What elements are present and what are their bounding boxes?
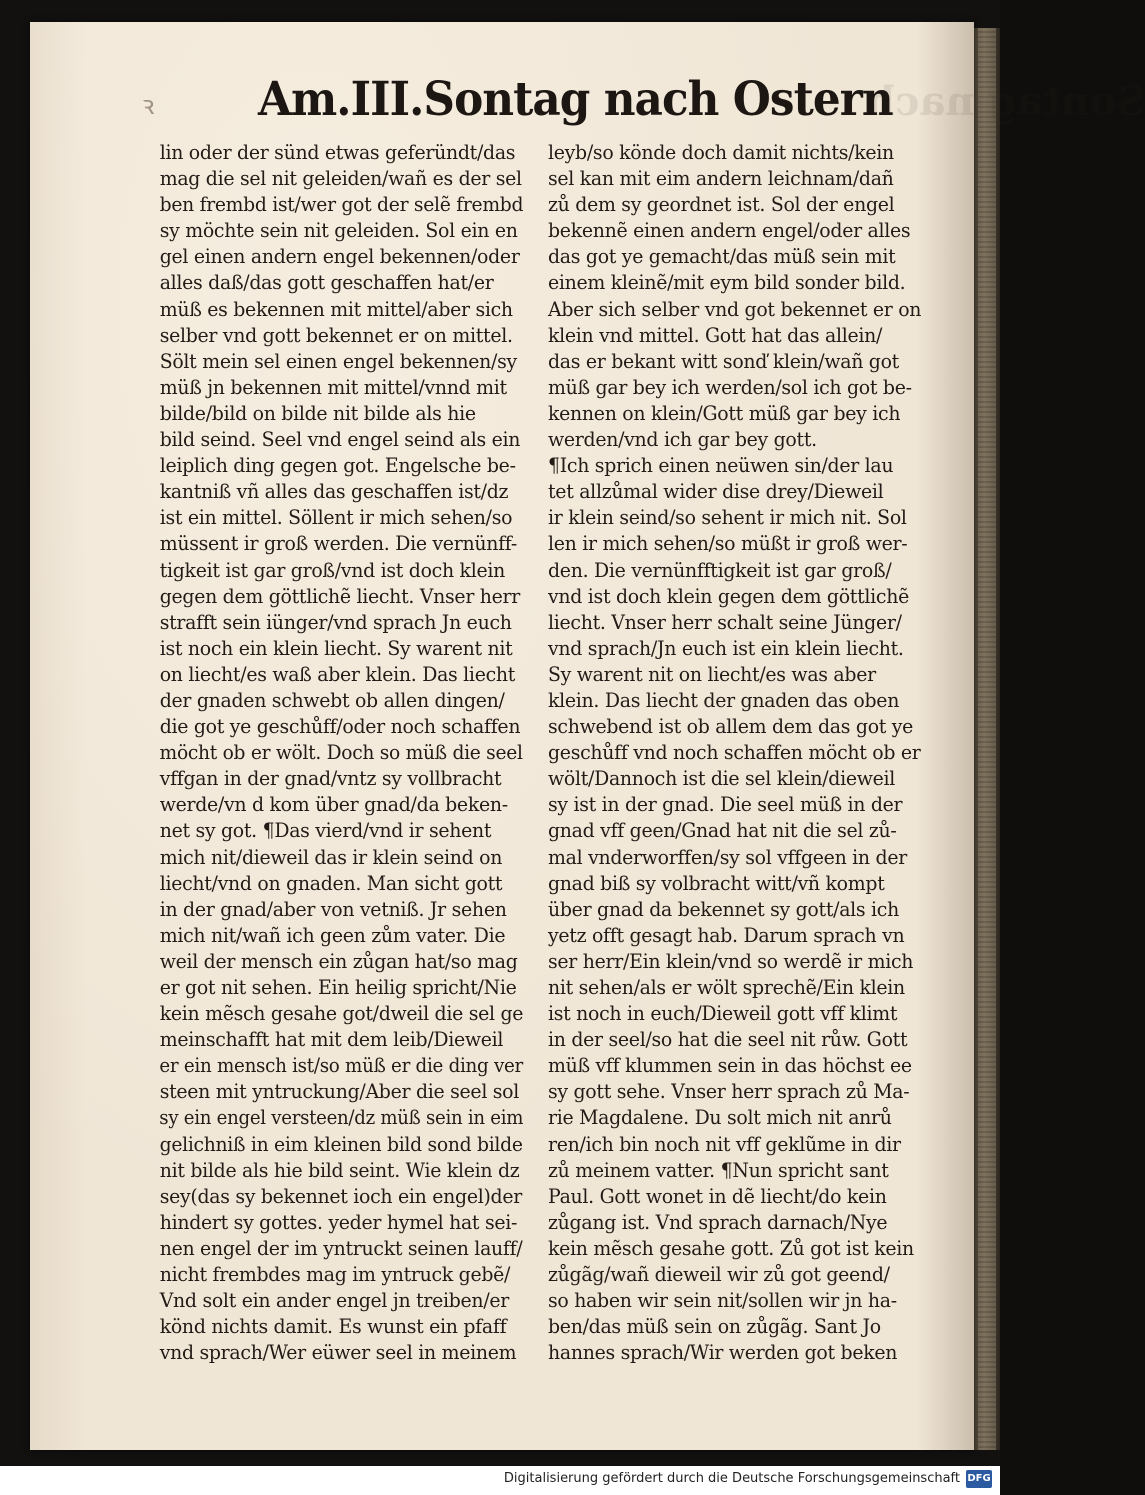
text-line: sy gott sehe. Vnser herr sprach zů Ma- (548, 1080, 910, 1104)
text-line: len ir mich sehen/so müßt ir groß wer- (548, 532, 908, 556)
text-line: steen mit yntruckung/Aber die seel sol (159, 1080, 520, 1104)
text-line: gegen dem göttlichẽ liecht. Vnser herr (159, 584, 521, 608)
text-line: das got ye gemacht/das müß sein mit (548, 245, 896, 269)
text-line: ist noch in euch/Dieweil gott vff klimt (548, 1002, 898, 1026)
text-line: selber vnd gott bekennet er on mittel. (159, 323, 513, 347)
text-line: geschůff vnd noch schaffen möcht ob er (548, 741, 921, 765)
text-line: mich nit/dieweil das ir klein seind on (159, 845, 503, 869)
text-line: nit sehen/als er wölt sprechẽ/Ein klein (548, 976, 905, 999)
text-line: er ein mensch ist/so müß er die ding ver (159, 1054, 524, 1078)
text-line: gelichniß in eim kleinen bild sond bilde (159, 1132, 523, 1156)
page-edge (978, 28, 996, 1450)
text-line: der gnaden schwebt ob allen dingen/ (159, 688, 505, 712)
text-line: ¶Ich sprich einen neüwen sin/der lau (548, 454, 894, 478)
text-line: müß vff klummen sein in das höchst ee (548, 1054, 912, 1078)
text-line: Sy warent nit on liecht/es was aber (548, 662, 876, 686)
text-line: werde/vn d kom über gnad/da beken- (159, 793, 508, 817)
text-line: ist noch ein klein liecht. Sy warent nit (159, 636, 513, 660)
text-line: könd nichts damit. Es wunst ein pfaff (159, 1315, 507, 1339)
text-line: vnd sprach/Wer eüwer seel in meinem (159, 1341, 517, 1365)
text-line: er got nit sehen. Ein heilig spricht/Nie (159, 976, 517, 999)
text-line: schwebend ist ob allem dem das got ye (548, 715, 914, 739)
text-line: tet allzůmal wider dise drey/Dieweil (548, 480, 884, 504)
right-text-column (548, 140, 933, 1366)
text-line: möcht ob er wölt. Doch so müß die seel (159, 741, 523, 765)
text-line: liecht/vnd on gnaden. Man sicht gott (159, 871, 503, 895)
text-line: mich nit/wañ ich geen zům vater. Die (159, 923, 506, 947)
bleed-through: Sontag nach (866, 78, 1145, 125)
text-line: sey(das sy bekennet ioch ein engel)der (159, 1184, 522, 1208)
text-line: müß es bekennen mit mittel/aber sich (159, 297, 513, 321)
text-line: weil der mensch ein zůgan hat/so mag (159, 949, 518, 973)
text-line: kein mẽsch gesahe got/dweil die sel ge (159, 1002, 524, 1026)
text-line: sy ist in der gnad. Die seel müß in der (548, 793, 903, 817)
text-line: müß gar bey ich werden/sol ich got be- (548, 375, 912, 399)
text-line: liecht. Vnser herr schalt seine Jünger/ (548, 610, 902, 634)
text-line: einem kleinẽ/mit eym bild sonder bild. (548, 271, 906, 295)
text-line: mag die sel nit geleiden/wañ es der sel (159, 167, 522, 191)
text-line: on liecht/es waß aber klein. Das liecht (159, 662, 516, 686)
text-line: leiplich ding gegen got. Engelsche be- (159, 454, 516, 478)
text-line: nit bilde als hie bild seint. Wie klein dz (159, 1158, 520, 1182)
text-line: wölt/Dannoch ist die sel klein/dieweil (548, 767, 896, 791)
text-line: ben/das müß sein on zůgãg. Sant Jo (548, 1315, 881, 1339)
text-line: sy möchte sein nit geleiden. Sol ein en (159, 219, 518, 243)
text-line: ben frembd ist/wer got der selẽ frembd (159, 193, 524, 217)
text-line: tigkeit ist gar groß/vnd ist doch klein (159, 558, 506, 582)
text-line: müß jn bekennen mit mittel/vnnd mit (159, 375, 507, 399)
text-line: rie Magdalene. Du solt mich nit anrů (548, 1106, 892, 1130)
text-line: so haben wir sein nit/sollen wir jn ha- (548, 1289, 897, 1313)
text-line: müssent ir groß werden. Die vernünff- (159, 532, 517, 556)
text-line: vffgan in der gnad/vntz sy vollbracht (159, 767, 502, 791)
text-line: vnd sprach/Jn euch ist ein klein liecht. (548, 636, 904, 660)
text-line: ir klein seind/so sehent ir mich nit. Sol (548, 506, 907, 530)
text-line: leyb/so könde doch damit nichts/kein (548, 141, 894, 164)
text-line: kennen on klein/Gott müß gar bey ich (548, 401, 901, 425)
text-line: gnad biß sy volbracht witt/vñ kompt (548, 871, 885, 895)
page-heading: Am.III.Sontag nach Ostern (258, 72, 893, 127)
text-line: strafft sein iünger/vnd sprach Jn euch (159, 610, 512, 634)
text-line: meinschafft hat mit dem leib/Dieweil (159, 1028, 504, 1052)
text-line: zůgang ist. Vnd sprach darnach/Nye (548, 1210, 888, 1234)
text-line: vnd ist doch klein gegen dem göttlichẽ (548, 584, 909, 608)
text-line: sel kan mit eim andern leichnam/dañ (548, 167, 894, 191)
dfg-logo: DFG (966, 1470, 992, 1488)
text-line: kein mẽsch gesahe gott. Zů got ist kein (548, 1236, 914, 1260)
text-line: gnad vff geen/Gnad hat nit die sel zů- (548, 819, 897, 843)
text-line: Paul. Gott wonet in dẽ liecht/do kein (548, 1184, 887, 1208)
text-line: Vnd solt ein ander engel jn treiben/er (159, 1289, 510, 1313)
text-line: bekennẽ einen andern engel/oder alles (548, 219, 911, 243)
text-line: alles daß/das gott geschaffen hat/er (159, 271, 494, 295)
text-line: in der gnad/aber von vetniß. Jr sehen (159, 897, 507, 921)
text-line: ser herr/Ein klein/vnd so werdẽ ir mich (548, 949, 914, 973)
text-line: mal vnderworffen/sy sol vffgeen in der (548, 845, 907, 869)
funding-notice: Digitalisierung gefördert durch die Deutsche Forschungsgemeinschaft (503, 1471, 960, 1486)
left-text-column (150, 140, 535, 1366)
text-line: klein vnd mittel. Gott hat das allein/ (548, 323, 883, 347)
text-line: bild seind. Seel vnd engel seind als ein (159, 428, 521, 452)
text-line: den. Die vernünfftigkeit ist gar groß/ (548, 558, 892, 582)
text-line: nen engel der im yntruckt seinen lauff/ (159, 1236, 523, 1260)
text-line: Sölt mein sel einen engel bekennen/sy (159, 349, 517, 373)
margin-mark: ꝛ (142, 91, 155, 121)
text-line: yetz offt gesagt hab. Darum sprach vn (548, 923, 905, 947)
text-line: werden/vnd ich gar bey gott. (548, 428, 817, 452)
text-line: lin oder der sünd etwas geferündt/das (159, 141, 516, 164)
text-line: ren/ich bin noch nit vff geklũme in dir (548, 1132, 901, 1156)
text-line: in der seel/so hat die seel nit růw. Gott (548, 1028, 908, 1052)
text-line: sy ein engel versteen/dz müß sein in eim (159, 1106, 524, 1130)
text-line: bilde/bild on bilde nit bilde als hie (159, 401, 476, 425)
text-line: über gnad da bekennet sy gott/als ich (548, 897, 899, 921)
footer-bar (0, 1466, 1000, 1495)
text-line: ist ein mittel. Söllent ir mich sehen/so (159, 506, 513, 530)
text-line: zů dem sy geordnet ist. Sol der engel (548, 193, 895, 217)
text-line: Aber sich selber vnd got bekennet er on (548, 297, 922, 321)
text-line: net sy got. ¶Das vierd/vnd ir sehent (159, 819, 492, 843)
text-line: hannes sprach/Wir werden got beken (548, 1341, 898, 1365)
text-line: zů meinem vatter. ¶Nun spricht sant (548, 1158, 889, 1182)
text-line: gel einen andern engel bekennen/oder (159, 245, 520, 269)
text-line: klein. Das liecht der gnaden das oben (548, 688, 900, 712)
text-line: hindert sy gottes. yeder hymel hat sei- (159, 1210, 518, 1234)
text-line: das er bekant witt sonď klein/wañ got (548, 349, 899, 373)
text-line: nicht frembdes mag im yntruck gebẽ/ (159, 1263, 511, 1287)
text-line: kantniß vñ alles das geschaffen ist/dz (159, 480, 509, 504)
text-line: die got ye geschůff/oder noch schaffen (159, 715, 521, 739)
text-line: zůgãg/wañ dieweil wir zů got geend/ (548, 1263, 890, 1287)
